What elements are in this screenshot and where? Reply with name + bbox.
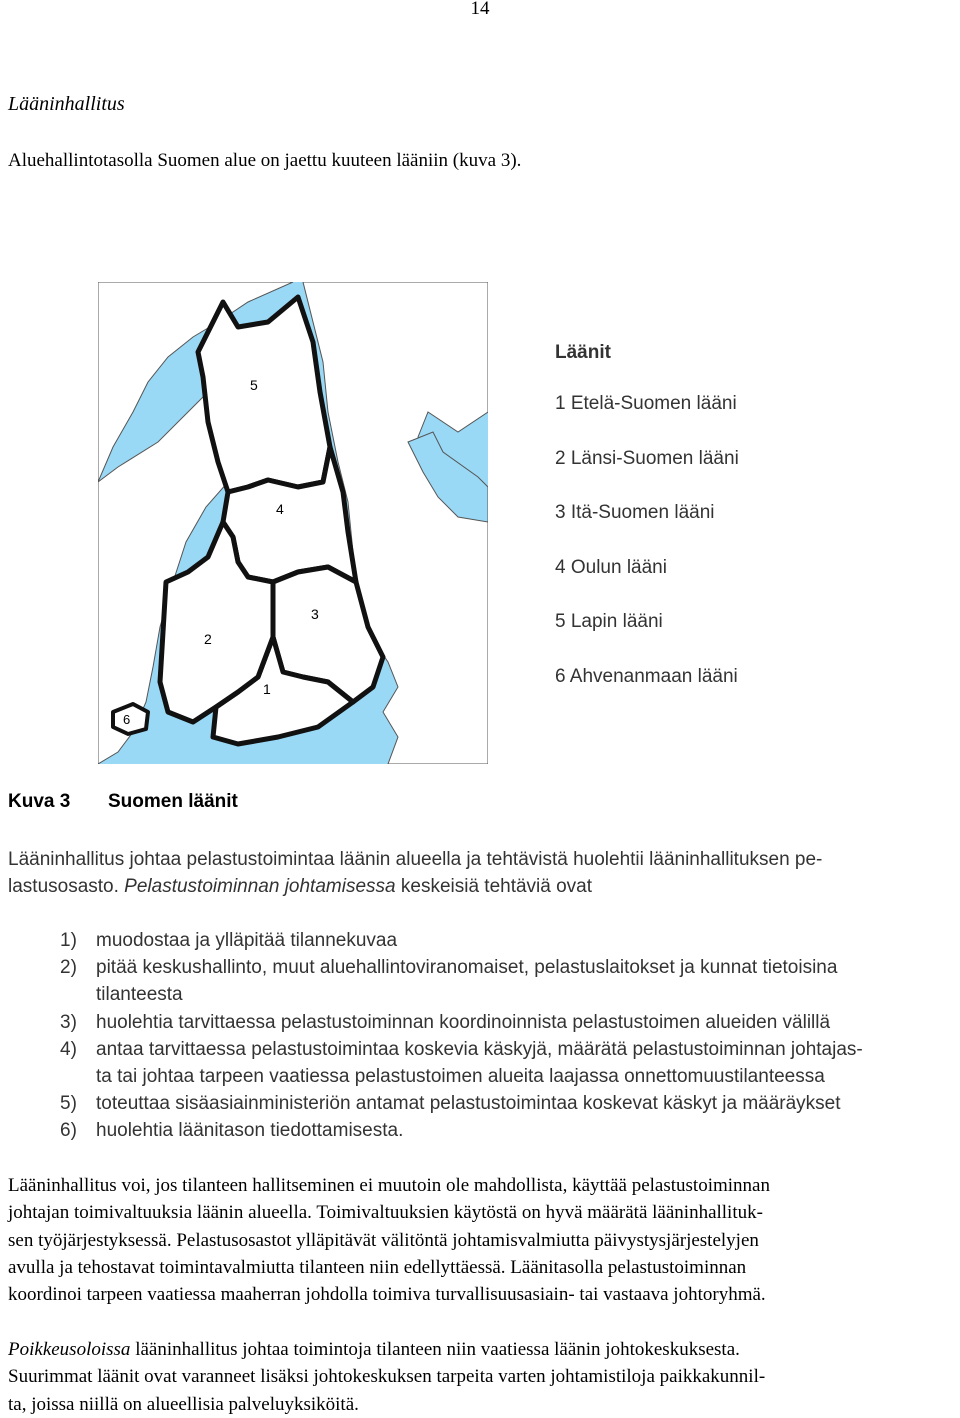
province-6-aland: [113, 704, 148, 734]
list-text: toteuttaa sisäasiainministeriön antamat pelastustoimintaa koskevat käskyt ja määräykset: [96, 1093, 841, 1115]
task-list: [60, 927, 956, 1145]
list-number: 3): [60, 1011, 77, 1033]
paragraph-3: [8, 1336, 956, 1418]
list-text: huolehtia läänitason tiedottamisesta.: [96, 1120, 404, 1142]
paragraph-2-line: sen työjärjestyksessä. Pelastusosastot ylläpitävät välitöntä johtamisvalmiutta päivystysjärjestelyjen: [8, 1229, 759, 1251]
list-item: [60, 1036, 956, 1090]
intro-paragraph: Aluehallintotasolla Suomen alue on jaettu kuuteen lääniin (kuva 3).: [8, 150, 522, 171]
list-text: huolehtia tarvittaessa pelastustoiminnan koordinoinnista pelastustoimen alueiden välillä: [96, 1011, 831, 1033]
list-item: [60, 927, 956, 954]
list-item: [60, 1117, 956, 1144]
province-5-lapland: [198, 297, 330, 492]
legend-item: 6 Ahvenanmaan lääni: [555, 665, 738, 687]
map-legend: [555, 342, 739, 721]
legend-item: 2 Länsi-Suomen lääni: [555, 447, 739, 469]
paragraph-3-line-3: ta, joissa niillä on alueellisia palveluyksiköitä.: [8, 1393, 359, 1415]
region-label-5: 5: [250, 377, 258, 393]
list-number: 5): [60, 1093, 77, 1115]
paragraph-2-line: koordinoi tarpeen vaatiessa maaherran johdolla toimiva turvallisuusasiain- tai vastaava johtoryhmä.: [8, 1284, 766, 1306]
caption-text: Suomen läänit: [108, 791, 238, 812]
list-text: ta tai johtaa tarpeen vaatiessa pelastustoimen alueita laajassa onnettomuustilanteessa: [96, 1066, 825, 1088]
legend-item: 5 Lapin lääni: [555, 611, 663, 633]
region-label-3: 3: [311, 606, 319, 622]
paragraph-1-line-1: Lääninhallitus johtaa pelastustoimintaa läänin alueella ja tehtävistä huolehtii lääninhallituksen pe-: [8, 849, 823, 870]
legend-item: 1 Etelä-Suomen lääni: [555, 393, 737, 414]
legend-title: Läänit: [555, 342, 611, 363]
list-number: 1): [60, 930, 77, 951]
finland-provinces-map: [98, 282, 488, 764]
list-number: 4): [60, 1038, 77, 1060]
paragraph-2-line: avulla ja tehostavat toimintavalmiutta tilanteen niin edellyttäessä. Läänitasolla pelastustoiminnan: [8, 1256, 747, 1278]
legend-item: 4 Oulun lääni: [555, 556, 667, 578]
caption-label: Kuva 3: [8, 791, 71, 812]
paragraph-1: [8, 846, 956, 900]
page-number: 14: [470, 0, 490, 19]
emphasis-text: Poikkeusoloissa: [8, 1339, 131, 1360]
figure-caption: [8, 791, 238, 813]
region-label-2: 2: [204, 631, 212, 647]
list-item: [60, 954, 956, 1008]
legend-item: 3 Itä-Suomen lääni: [555, 502, 715, 524]
paragraph-2-line: Lääninhallitus voi, jos tilanteen hallitseminen ei muutoin ole mahdollista, käyttää pelastustoiminnan: [8, 1175, 770, 1196]
text-run: lastusosasto.: [8, 876, 125, 897]
list-number: 2): [60, 957, 77, 979]
section-heading: Lääninhallitus: [8, 93, 125, 115]
paragraph-2-line: johtajan toimivaltuuksia läänin alueella. Toimivaltuuksien käytöstä on hyvä määrätä lääninhallituk-: [8, 1202, 763, 1224]
list-text: tilanteesta: [96, 984, 183, 1006]
emphasis-text: Pelastustoiminnan johtamisessa: [124, 876, 396, 897]
paragraph-3-line-2: Suurimmat läänit ovat varanneet lisäksi johtokeskuksen tarpeita varten johtamistiloja paikkakunnil-: [8, 1366, 766, 1388]
list-text: pitää keskushallinto, muut aluehallintoviranomaiset, pelastuslaitokset ja kunnat tietoisina: [96, 957, 838, 979]
list-text: antaa tarvittaessa pelastustoimintaa koskevia käskyjä, määrätä pelastustoiminnan johtajas-: [96, 1038, 863, 1060]
region-label-1: 1: [263, 681, 271, 697]
text-run: keskeisiä tehtäviä ovat: [395, 876, 593, 897]
region-label-4: 4: [276, 501, 284, 517]
list-item: [60, 1009, 956, 1036]
list-number: 6): [60, 1120, 77, 1142]
list-item: [60, 1090, 956, 1117]
list-text: muodostaa ja ylläpitää tilannekuvaa: [96, 930, 398, 951]
paragraph-2: [8, 1172, 956, 1308]
region-label-6: 6: [123, 712, 131, 727]
paragraph-1-line-2: [8, 873, 956, 900]
paragraph-3-line-1: [8, 1336, 956, 1363]
text-run: lääninhallitus johtaa toimintoja tilanteen niin vaatiessa läänin johtokeskuksesta.: [130, 1339, 740, 1360]
